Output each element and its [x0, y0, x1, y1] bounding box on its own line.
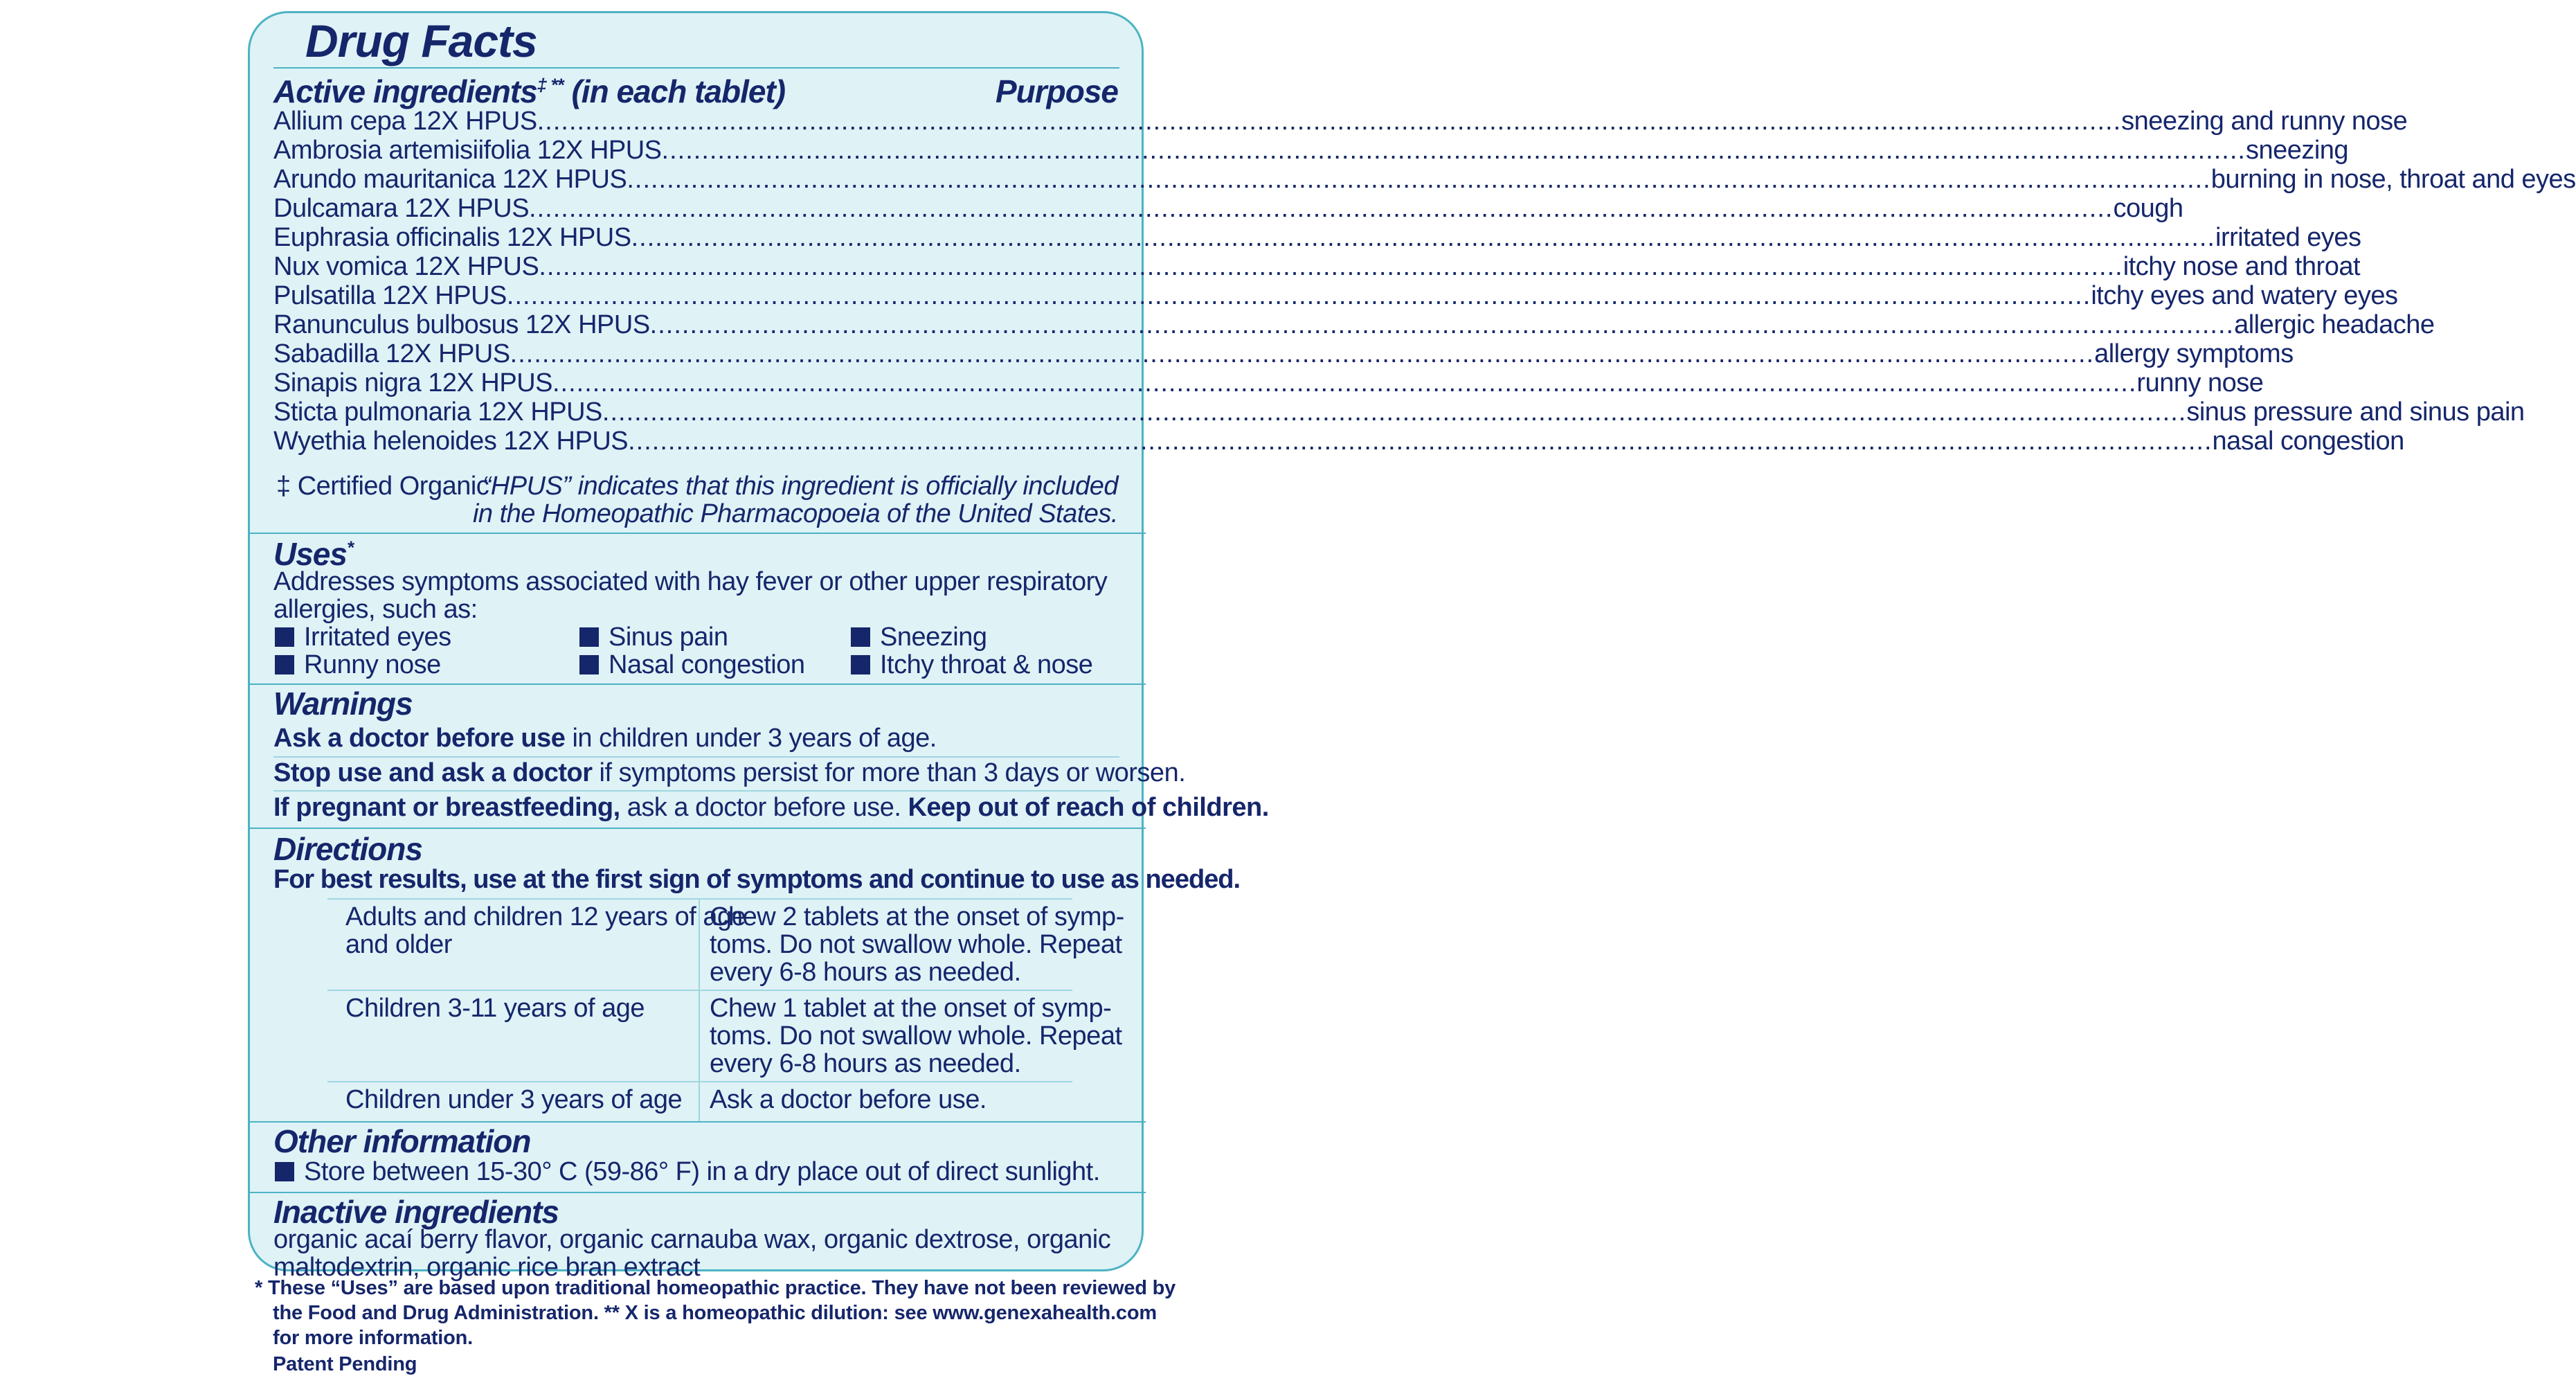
page-title: Drug Facts [305, 15, 537, 66]
bullet-square-icon [579, 655, 599, 674]
directions-dose: toms. Do not swallow whole. Repeat [710, 1021, 1122, 1051]
directions-dose: every 6-8 hours as needed. [710, 958, 1021, 987]
warning-line1: Ask a doctor before use in children under 3 years of age. [273, 724, 937, 753]
ingredient-row: Arundo mauritanica 12X HPUS ..... burning in nose, throat and eyes [273, 166, 1119, 195]
active-ingredients-heading: Active ingredients‡ ** (in each tablet) [273, 73, 786, 109]
uses-item: Itchy throat & nose [851, 650, 1092, 680]
hpus-note-line1: “HPUS” indicates that this ingredient is officially included [482, 472, 1118, 501]
uses-item: Sinus pain [579, 623, 728, 652]
uses-line2: allergies, such as: [273, 595, 478, 624]
ingredient-row: Nux vomica 12X HPUS ..... itchy nose and throat [273, 253, 1119, 282]
directions-heading: Directions [273, 831, 422, 867]
inactive-ingredients-line2: maltodextrin, organic rice bran extract [273, 1253, 701, 1282]
directions-dose: toms. Do not swallow whole. Repeat [710, 930, 1122, 959]
directions-who: and older [345, 930, 452, 959]
hpus-note-line2: in the Homeopathic Pharmacopoeia of the United States. [472, 499, 1118, 528]
uses-item: Nasal congestion [579, 650, 805, 680]
warning-divider [273, 790, 1119, 792]
inactive-ingredients-line1: organic acaí berry flavor, organic carnauba wax, organic dextrose, organic [273, 1225, 1111, 1254]
uses-item: Runny nose [275, 650, 441, 680]
bullet-square-icon [851, 655, 870, 674]
directions-who: Adults and children 12 years of age [345, 902, 746, 931]
ingredient-row: Allium cepa 12X HPUS ..... sneezing and runny nose [273, 107, 1119, 136]
title-rule [273, 67, 1119, 69]
section-divider [250, 533, 1146, 534]
warning-divider [273, 756, 1119, 758]
directions-dose: Chew 2 tablets at the onset of symp- [710, 902, 1124, 931]
directions-row-divider [327, 1081, 1072, 1082]
directions-dose: Ask a doctor before use. [710, 1085, 987, 1114]
patent-pending: Patent Pending [273, 1353, 417, 1375]
directions-column-divider [699, 900, 700, 1121]
warning-line3: If pregnant or breastfeeding, ask a doctor before use. Keep out of reach of children. [273, 793, 1269, 822]
ingredient-row: Sticta pulmonaria 12X HPUS ..... sinus pressure and sinus pain [273, 398, 1119, 427]
uses-heading: Uses* [273, 536, 354, 572]
footnote-line2: the Food and Drug Administration. ** X is a homeopathic dilution: see www.genexahealth.com [273, 1302, 1157, 1324]
ingredient-row: Dulcamara 12X HPUS ..... cough [273, 195, 1119, 224]
footnote-line1: * These “Uses” are based upon traditional homeopathic practice. They have not been reviewed by [255, 1277, 1176, 1299]
directions-who: Children under 3 years of age [345, 1085, 683, 1114]
organic-note: ‡ Certified Organic [276, 472, 489, 501]
section-divider [250, 828, 1146, 829]
bullet-square-icon [275, 1162, 294, 1181]
ingredient-row: Sinapis nigra 12X HPUS ..... runny nose [273, 369, 1119, 398]
purpose-heading: Purpose [995, 73, 1118, 109]
bullet-square-icon [275, 655, 294, 674]
uses-item: Sneezing [851, 623, 987, 652]
directions-table-top [327, 898, 1072, 900]
directions-dose: Chew 1 tablet at the onset of symp- [710, 994, 1112, 1023]
directions-who: Children 3-11 years of age [345, 994, 645, 1023]
bullet-square-icon [851, 627, 870, 647]
ingredient-row: Pulsatilla 12X HPUS ..... itchy eyes and watery eyes [273, 282, 1119, 311]
ingredient-row: Euphrasia officinalis 12X HPUS ..... irritated eyes [273, 224, 1119, 253]
ingredient-row: Sabadilla 12X HPUS ..... allergy symptoms [273, 340, 1119, 369]
directions-dose: every 6-8 hours as needed. [710, 1049, 1021, 1078]
ingredient-row: Ranunculus bulbosus 12X HPUS ..... allergic headache [273, 311, 1119, 340]
other-information-item: Store between 15-30° C (59-86° F) in a dry place out of direct sunlight. [275, 1157, 1100, 1187]
other-information-heading: Other information [273, 1123, 531, 1159]
uses-item: Irritated eyes [275, 623, 451, 652]
footnote-line3: for more information. [273, 1327, 474, 1349]
warning-line2: Stop use and ask a doctor if symptoms persist for more than 3 days or worsen. [273, 758, 1186, 787]
directions-row-divider [327, 990, 1072, 991]
uses-line1: Addresses symptoms associated with hay fever or other upper respiratory [273, 567, 1108, 596]
bullet-square-icon [275, 627, 294, 647]
directions-intro: For best results, use at the first sign of symptoms and continue to use as needed. [273, 865, 1241, 894]
drug-facts-panel [248, 11, 2576, 1282]
bullet-square-icon [579, 627, 599, 647]
ingredient-row: Ambrosia artemisiifolia 12X HPUS ..... sneezing [273, 136, 1119, 166]
ingredient-row: Wyethia helenoides 12X HPUS ..... nasal congestion [273, 427, 1119, 456]
inactive-ingredients-heading: Inactive ingredients [273, 1194, 559, 1230]
warnings-heading: Warnings [273, 686, 413, 722]
